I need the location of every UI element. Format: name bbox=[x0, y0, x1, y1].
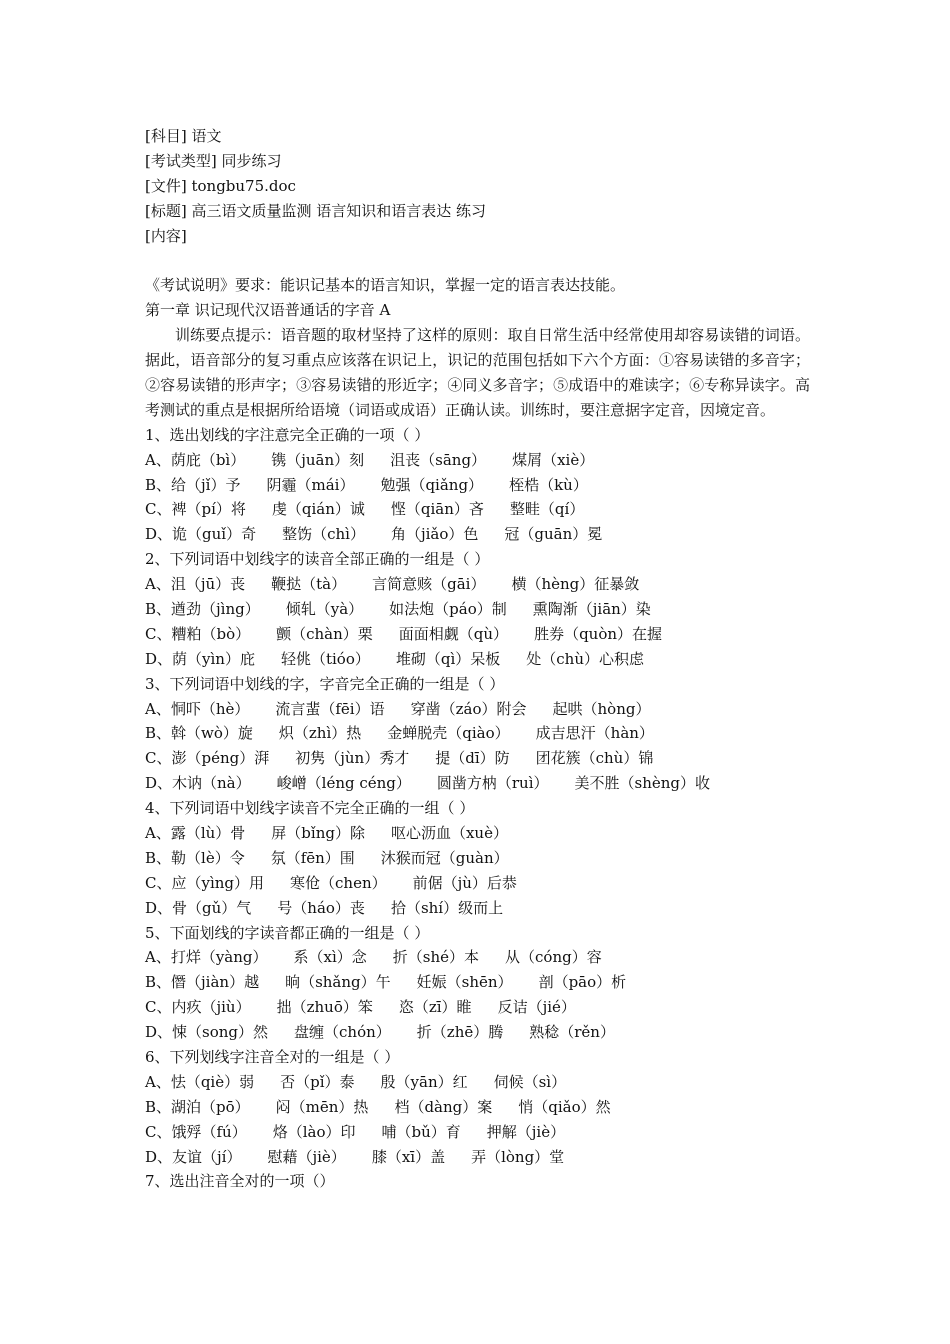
answer-option bbox=[145, 473, 810, 498]
training-tips: 训练要点提示：语音题的取材坚持了这样的原则：取自日常生活中经常使用却容易读错的词语。据此，语音部分的复习重点应该落在识记上，识记的范围包括如下六个方面：①容易读错的多音字；②容易读错的形声字；③容易读错的形近字；④同义多音字；⑤成语中的难读字；⑥专称异读字。高考测试的重点是根据所给语境（词语或成语）正确认读。训练时，要注意据字定音，因境定音。 bbox=[145, 326, 810, 419]
option-item: A、打烊（yàng） bbox=[145, 948, 268, 967]
option-item: A、恫吓（hè） bbox=[145, 699, 250, 718]
option-item: 沐猴而冠（guàn） bbox=[380, 848, 509, 867]
option-item: B、僭（jiàn）越 bbox=[145, 973, 260, 992]
option-item: B、湖泊（pō） bbox=[145, 1097, 250, 1116]
option-item: 镌（juān）刻 bbox=[271, 450, 365, 469]
option-item: 整饬（chì） bbox=[282, 525, 365, 544]
option-item: 角（jiǎo）色 bbox=[390, 525, 479, 544]
option-item: 呕心沥血（xuè） bbox=[390, 824, 508, 842]
question-stem: 6、下列划线字注音全对的一组是（ ） bbox=[145, 1048, 400, 1067]
option-item: 熏陶渐（jiān）染 bbox=[532, 599, 651, 618]
answer-option bbox=[145, 522, 810, 547]
answer-option bbox=[145, 572, 810, 597]
answer-option bbox=[145, 771, 810, 796]
option-item: C、糟粕（bò） bbox=[145, 624, 251, 643]
option-item: 悭（qiān）吝 bbox=[390, 500, 484, 519]
question-list bbox=[145, 423, 810, 1195]
meta-title: [标题] 高三语文质量监测 语言知识和语言表达 练习 bbox=[145, 201, 487, 220]
answer-option bbox=[145, 697, 810, 722]
option-item: 折（zhē）腾 bbox=[416, 1023, 504, 1042]
answer-option bbox=[145, 945, 810, 970]
answer-option bbox=[145, 622, 810, 647]
option-item: 折（shé）本 bbox=[392, 948, 480, 967]
option-item: 拙（zhuō）笨 bbox=[276, 998, 373, 1017]
option-item: 号（háo）丧 bbox=[277, 898, 365, 917]
answer-option bbox=[145, 1120, 810, 1145]
option-item: D、木讷（nà） bbox=[145, 774, 251, 793]
option-item: 勉强（qiǎng） bbox=[380, 475, 484, 494]
answer-option bbox=[145, 846, 810, 871]
option-item: 团花簇（chù）锦 bbox=[535, 749, 654, 768]
option-item: 妊娠（shēn） bbox=[416, 973, 513, 992]
answer-option bbox=[145, 871, 810, 896]
option-item: 从（cóng）容 bbox=[505, 948, 602, 967]
answer-option bbox=[145, 970, 810, 995]
option-item: 冠（guān）冕 bbox=[504, 525, 603, 544]
option-item: 鞭挞（tà） bbox=[271, 575, 347, 594]
option-item: 炽（zhì）热 bbox=[278, 724, 362, 743]
option-item: 言简意赅（gāi） bbox=[372, 575, 486, 594]
option-item: A、露（lù）骨 bbox=[145, 824, 246, 842]
option-item: D、骨（gǔ）气 bbox=[145, 898, 252, 917]
option-item: 如法炮（páo）制 bbox=[389, 599, 507, 618]
option-item: 横（hèng）征暴敛 bbox=[511, 575, 640, 594]
option-item: 伺候（sì） bbox=[493, 1072, 567, 1091]
option-item: 前倨（jù）后恭 bbox=[412, 873, 517, 892]
option-item: 烙（lào）印 bbox=[272, 1122, 356, 1141]
answer-option bbox=[145, 721, 810, 746]
option-item: 提（dī）防 bbox=[435, 749, 510, 768]
option-item: C、饿殍（fú） bbox=[145, 1122, 247, 1141]
option-item: D、友谊（jí） bbox=[145, 1147, 242, 1166]
question-stem: 1、选出划线的字注意完全正确的一项（ ） bbox=[145, 425, 430, 444]
option-item: 熟稔（rěn） bbox=[529, 1023, 615, 1042]
option-item: 金蝉脱壳（qiào） bbox=[387, 724, 510, 743]
option-item: 档（dàng）案 bbox=[394, 1097, 493, 1116]
option-item: 美不胜（shèng）收 bbox=[574, 774, 711, 793]
option-item: 面面相觑（qù） bbox=[398, 624, 509, 643]
answer-option bbox=[145, 497, 810, 522]
option-item: 闷（mēn）热 bbox=[275, 1097, 369, 1116]
answer-option bbox=[145, 1020, 810, 1045]
option-item: A、荫庇（bì） bbox=[145, 450, 246, 469]
meta-exam-type: [考试类型] 同步练习 bbox=[145, 151, 282, 170]
chapter-heading: 第一章 识记现代汉语普通话的字音 A bbox=[145, 301, 391, 320]
answer-option bbox=[145, 597, 810, 622]
option-item: 圆凿方枘（ruì） bbox=[436, 774, 549, 793]
answer-option bbox=[145, 448, 810, 473]
meta-file: [文件] tongbu75.doc bbox=[145, 176, 296, 195]
question-stem: 3、下列词语中划线的字，字音完全正确的一组是（ ） bbox=[145, 674, 505, 693]
meta-content: [内容] bbox=[145, 226, 187, 245]
option-item: 轻佻（tióo） bbox=[280, 649, 370, 668]
answer-option bbox=[145, 896, 810, 921]
question-stem: 2、下列词语中划线字的读音全部正确的一组是（ ） bbox=[145, 550, 490, 569]
question-stem: 4、下列词语中划线字读音不完全正确的一组（ ） bbox=[145, 799, 475, 818]
option-item: 初隽（jùn）秀才 bbox=[295, 749, 410, 768]
option-item: 剖（pāo）析 bbox=[538, 973, 627, 992]
answer-option bbox=[145, 647, 810, 672]
spacer bbox=[145, 248, 810, 273]
option-item: 悄（qiǎo）然 bbox=[518, 1097, 611, 1116]
answer-option bbox=[145, 746, 810, 771]
option-item: 颤（chàn）栗 bbox=[276, 624, 373, 643]
option-item: B、斡（wò）旋 bbox=[145, 724, 253, 743]
option-item: 峻嶒（léng céng） bbox=[276, 774, 411, 793]
option-item: D、荫（yìn）庇 bbox=[145, 649, 255, 668]
option-item: 桎梏（kù） bbox=[509, 475, 588, 494]
answer-option bbox=[145, 1095, 810, 1120]
option-item: C、裨（pí）将 bbox=[145, 500, 246, 519]
option-item: 拾（shí）级而上 bbox=[390, 898, 504, 917]
option-item: 寒伧（chen） bbox=[290, 873, 387, 892]
intro-text: 《考试说明》要求：能识记基本的语言知识，掌握一定的语言表达技能。 bbox=[145, 276, 626, 295]
option-item: 处（chù）心积虑 bbox=[526, 649, 644, 668]
option-item: 哺（bǔ）育 bbox=[381, 1122, 461, 1141]
option-item: C、内疚（jiù） bbox=[145, 998, 251, 1017]
option-item: B、遒劲（jìng） bbox=[145, 599, 260, 618]
answer-option bbox=[145, 995, 810, 1020]
option-item: 盘缠（chón） bbox=[294, 1023, 391, 1042]
option-item: 沮丧（sāng） bbox=[390, 450, 487, 469]
option-item: 晌（shǎng）午 bbox=[285, 973, 391, 992]
answer-option bbox=[145, 1070, 810, 1095]
option-item: 否（pǐ）泰 bbox=[280, 1072, 355, 1091]
option-item: 胜券（quòn）在握 bbox=[534, 624, 663, 643]
question-stem: 7、选出注音全对的一项（） bbox=[145, 1172, 335, 1191]
option-item: 屏（bǐng）除 bbox=[271, 824, 365, 842]
option-item: 流言蜚（fēi）语 bbox=[275, 699, 385, 718]
option-item: B、勒（lè）令 bbox=[145, 848, 245, 867]
document-page bbox=[145, 124, 810, 1194]
option-item: 反诘（jié） bbox=[497, 998, 576, 1017]
option-item: D、诡（guǐ）奇 bbox=[145, 525, 257, 544]
option-item: 虔（qián）诚 bbox=[271, 500, 365, 519]
option-item: 穿凿（záo）附会 bbox=[410, 699, 527, 718]
option-item: D、悚（song）然 bbox=[145, 1023, 269, 1042]
answer-option bbox=[145, 1145, 810, 1170]
option-item: 阴霾（mái） bbox=[266, 475, 355, 494]
option-item: B、给（jǐ）予 bbox=[145, 475, 241, 494]
option-item: 弄（lòng）堂 bbox=[471, 1147, 565, 1166]
option-item: 氛（fēn）围 bbox=[270, 848, 355, 867]
option-item: 倾轧（yà） bbox=[285, 599, 364, 618]
option-item: 恣（zī）睢 bbox=[398, 998, 472, 1017]
option-item: 系（xì）念 bbox=[293, 948, 367, 967]
option-item: 押解（jiè） bbox=[486, 1122, 566, 1141]
option-item: 整畦（qí） bbox=[509, 500, 585, 519]
option-item: C、澎（péng）湃 bbox=[145, 749, 270, 768]
option-item: 殷（yān）红 bbox=[380, 1072, 468, 1091]
option-item: 起哄（hòng） bbox=[552, 699, 651, 718]
option-item: A、沮（jū）丧 bbox=[145, 575, 246, 594]
option-item: 成吉思汗（hàn） bbox=[535, 724, 654, 743]
option-item: C、应（yìng）用 bbox=[145, 873, 265, 892]
option-item: 堆砌（qì）呆板 bbox=[395, 649, 501, 668]
meta-subject: [科目] 语文 bbox=[145, 127, 222, 145]
option-item: 煤屑（xiè） bbox=[512, 450, 595, 469]
option-item: 慰藉（jiè） bbox=[267, 1147, 346, 1166]
question-stem: 5、下面划线的字读音都正确的一组是（ ） bbox=[145, 923, 430, 942]
option-item: 膝（xī）盖 bbox=[371, 1147, 446, 1166]
option-item: A、怯（qiè）弱 bbox=[145, 1072, 255, 1091]
answer-option bbox=[145, 821, 810, 846]
